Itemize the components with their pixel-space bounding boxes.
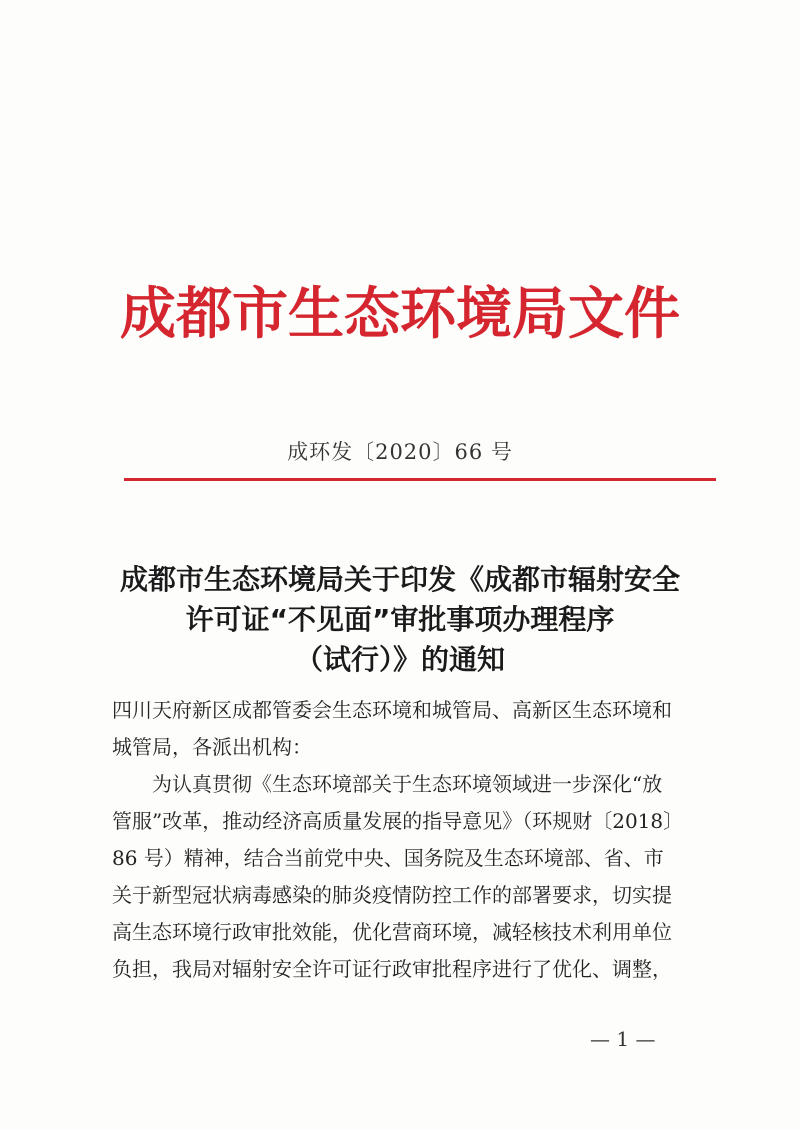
- red-divider-line: [124, 478, 716, 481]
- body-line: 负担，我局对辐射安全许可证行政审批程序进行了优化、调整，: [112, 957, 672, 981]
- body-line: 管服”改革，推动经济高质量发展的指导意见》（环规财〔2018〕: [112, 809, 684, 833]
- recipient-line: 四川天府新区成都管委会生态环境和城管局、高新区生态环境和: [112, 698, 672, 722]
- document-masthead: 成都市生态环境局文件: [120, 282, 680, 347]
- document-number: 成环发〔2020〕66 号: [287, 440, 513, 464]
- recipient-line: 城管局，各派出机构：: [112, 735, 312, 759]
- title-line: 成都市生态环境局关于印发《成都市辐射安全: [119, 563, 680, 596]
- body-line: 86 号）精神，结合当前党中央、国务院及生态环境部、省、市: [112, 846, 664, 870]
- notice-body: [112, 692, 712, 988]
- body-line: 为认真贯彻《生态环境部关于生态环境领域进一步深化“放: [152, 772, 663, 796]
- body-line: 关于新型冠状病毒感染的肺炎疫情防控工作的部署要求，切实提: [112, 883, 672, 907]
- title-line: 许可证“不见面”审批事项办理程序: [185, 603, 615, 636]
- body-line: 高生态环境行政审批效能，优化营商环境，减轻核技术利用单位: [112, 920, 672, 944]
- title-line: （试行）》的通知: [294, 643, 505, 676]
- page-number: — 1 —: [590, 1027, 656, 1051]
- notice-title: [60, 560, 740, 680]
